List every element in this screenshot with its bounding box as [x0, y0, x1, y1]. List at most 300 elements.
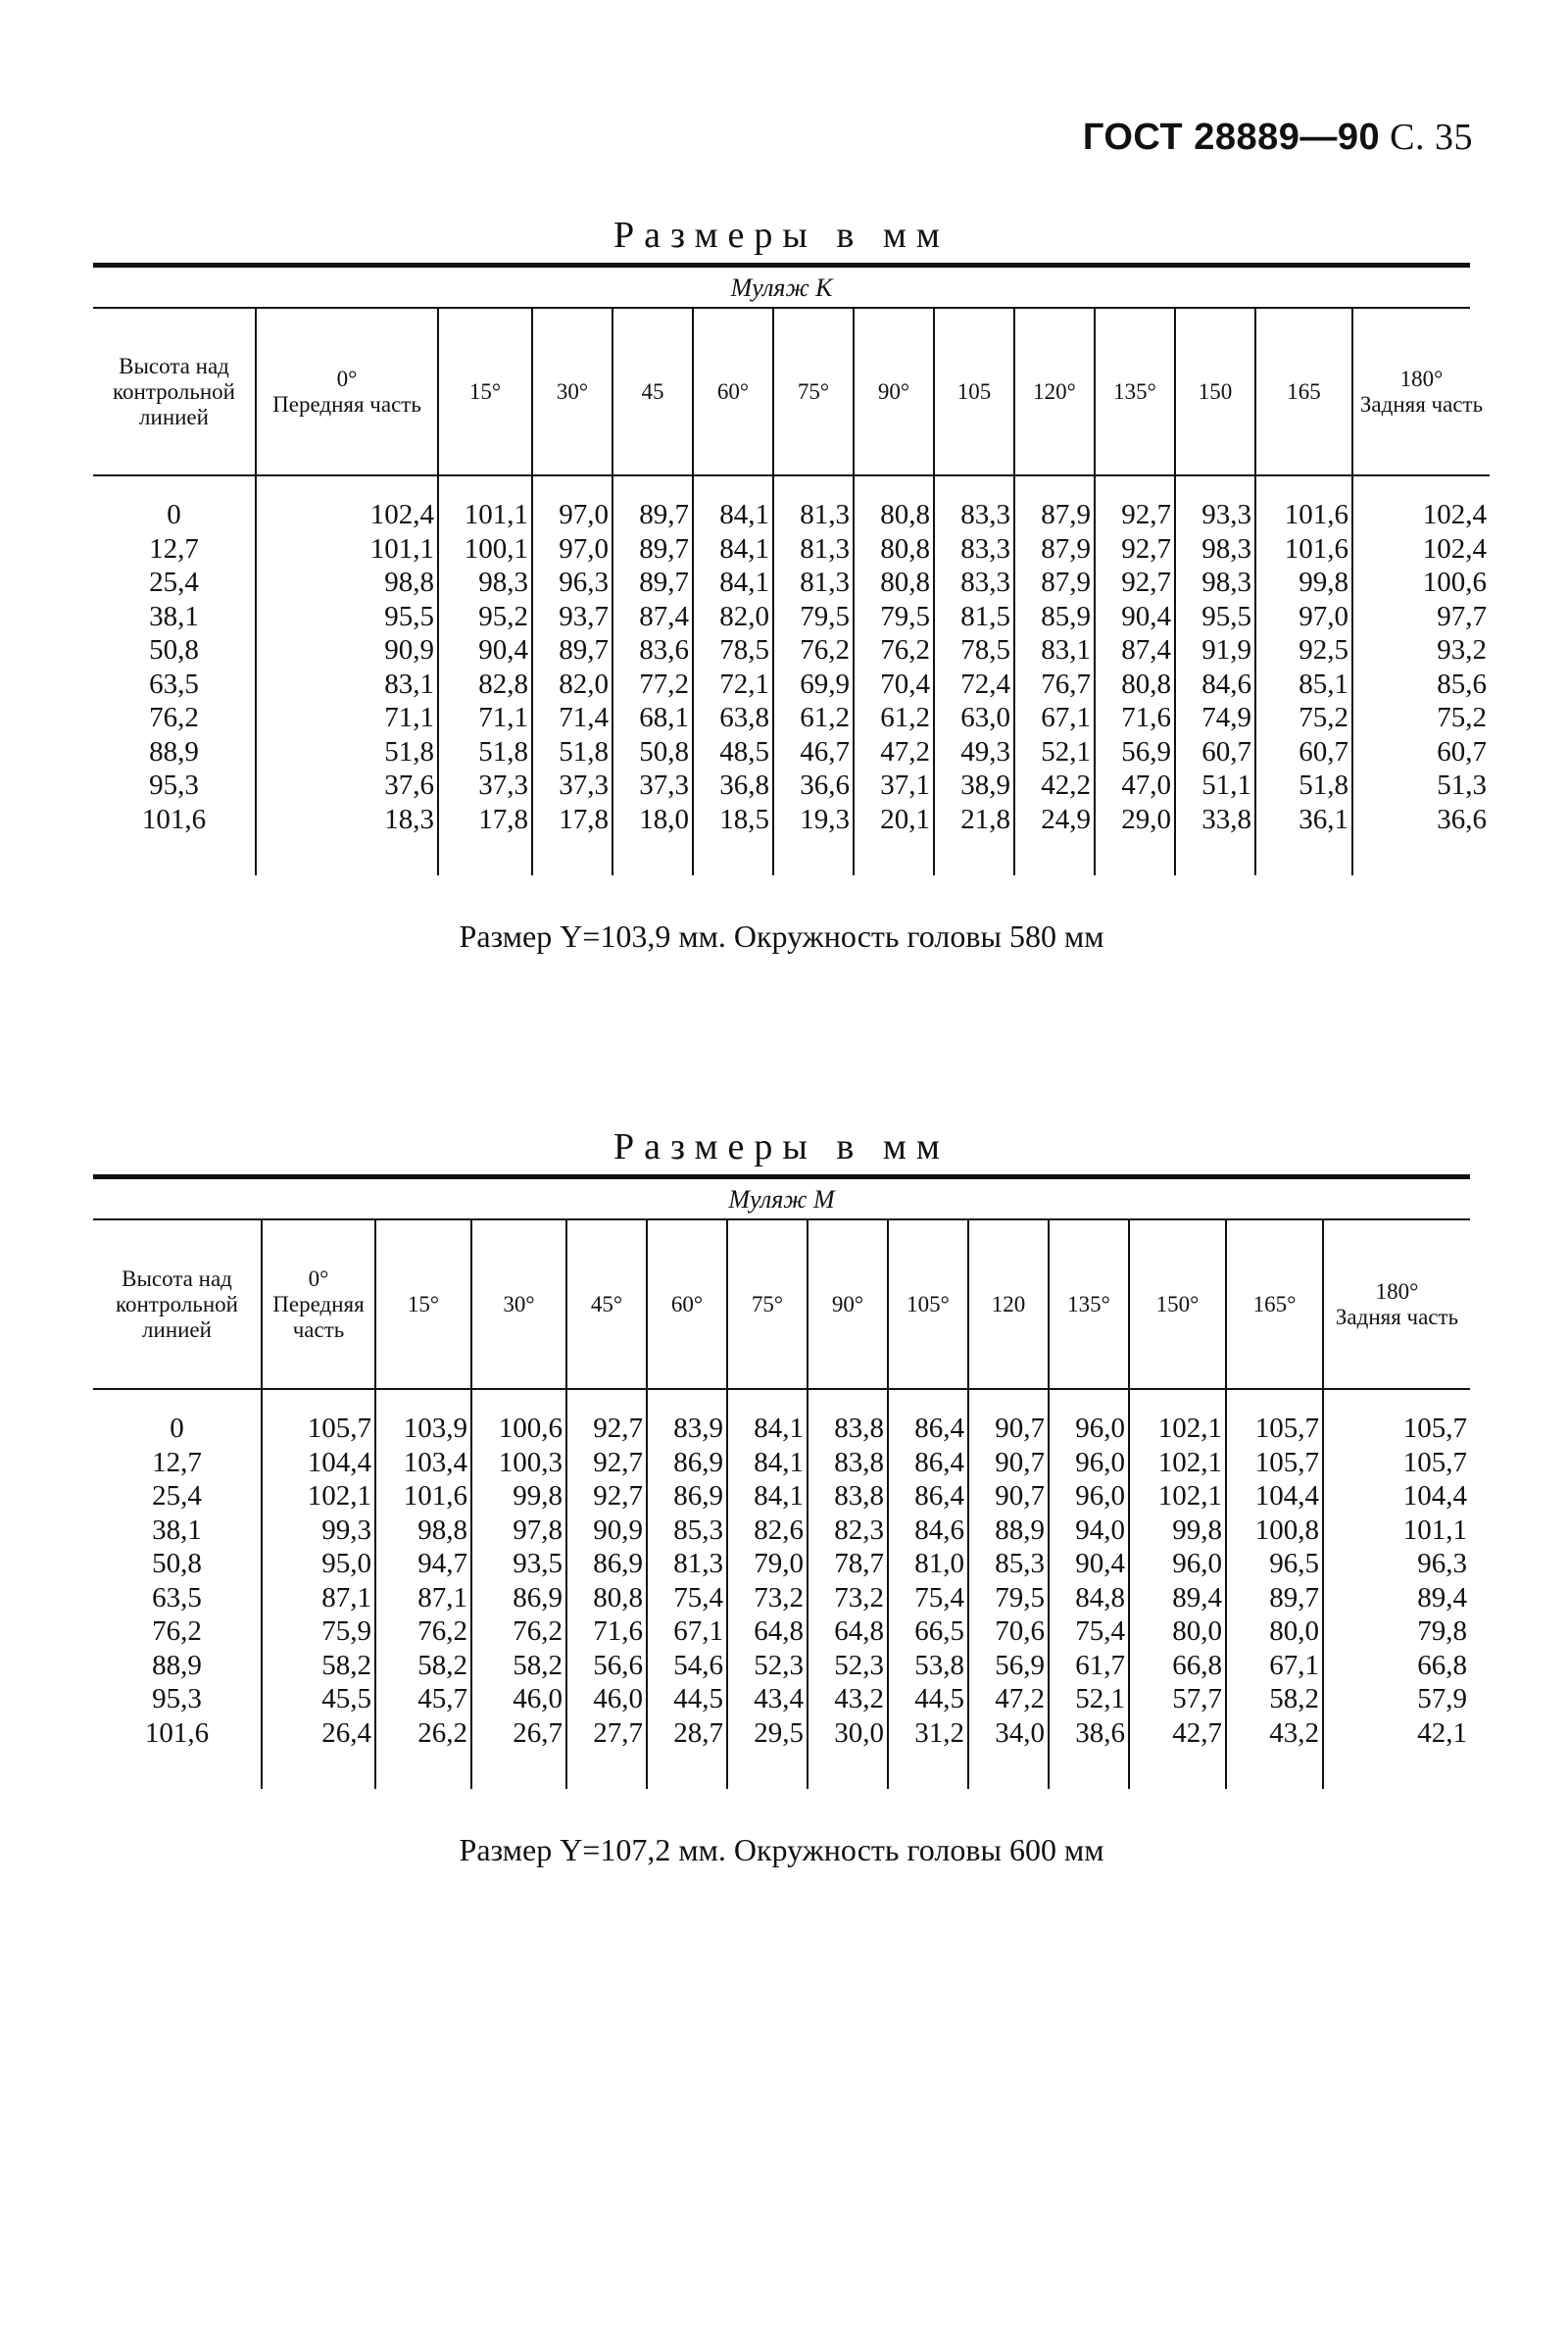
table-row [93, 1581, 1470, 1615]
height-cell: 76,2 [149, 702, 199, 733]
value-cell: 94,0 [1049, 1513, 1129, 1548]
front-angle-label: 0° [308, 1265, 329, 1291]
value-cell: 84,1 [693, 566, 773, 600]
value-cell: 66,5 [888, 1614, 968, 1649]
angle-header: 105° [888, 1220, 968, 1389]
value-cell: 78,5 [934, 633, 1014, 668]
value-cell: 37,1 [854, 769, 934, 803]
value-cell: 51,8 [1255, 769, 1352, 803]
value-cell: 48,5 [693, 735, 773, 769]
value-cell: 52,1 [1014, 735, 1095, 769]
value-cell: 76,2 [773, 633, 854, 668]
value-cell: 86,9 [647, 1479, 727, 1513]
value-cell: 96,0 [1049, 1479, 1129, 1513]
height-column-header: Высота над контрольной линией [93, 309, 256, 475]
table-caption: Размеры в мм [613, 215, 950, 256]
value-cell: 89,7 [532, 633, 612, 668]
value-cell: 58,2 [262, 1649, 375, 1683]
value-cell: 87,9 [1014, 532, 1095, 567]
value-cell: 71,1 [256, 701, 438, 735]
value-cell: 96,0 [1129, 1547, 1226, 1581]
value-cell: 90,4 [1095, 600, 1175, 634]
table-row [93, 1716, 1470, 1790]
value-cell: 92,7 [1095, 475, 1175, 532]
value-cell: 93,2 [1352, 633, 1490, 668]
value-cell: 88,9 [968, 1513, 1049, 1548]
value-cell: 101,6 [375, 1479, 471, 1513]
back-part-label: Задняя часть [1335, 1304, 1459, 1329]
value-cell: 78,7 [808, 1547, 888, 1581]
value-cell: 90,9 [256, 633, 438, 668]
value-cell: 84,1 [727, 1479, 808, 1513]
value-cell: 80,8 [854, 566, 934, 600]
value-cell: 84,6 [1175, 668, 1255, 702]
dimensions-table [93, 309, 1490, 875]
value-cell: 89,7 [612, 475, 693, 532]
value-cell: 89,7 [1226, 1581, 1323, 1615]
value-cell: 58,2 [471, 1649, 566, 1683]
value-cell: 75,2 [1352, 701, 1490, 735]
value-cell: 87,9 [1014, 475, 1095, 532]
value-cell: 43,4 [727, 1682, 808, 1716]
value-cell: 101,6 [1255, 532, 1352, 567]
value-cell: 75,4 [1049, 1614, 1129, 1649]
angle-header: 165° [1226, 1220, 1323, 1389]
value-cell: 36,6 [773, 769, 854, 803]
value-cell: 31,2 [888, 1716, 968, 1790]
value-cell: 38,9 [934, 769, 1014, 803]
value-cell: 21,8 [934, 803, 1014, 876]
value-cell: 70,4 [854, 668, 934, 702]
table-row [93, 668, 1490, 702]
value-cell: 42,2 [1014, 769, 1095, 803]
value-cell: 61,2 [854, 701, 934, 735]
value-cell: 87,4 [612, 600, 693, 634]
value-cell: 17,8 [438, 803, 532, 876]
value-cell: 81,3 [647, 1547, 727, 1581]
value-cell: 102,1 [1129, 1446, 1226, 1480]
angle-header: 165 [1255, 309, 1352, 475]
value-cell: 86,9 [566, 1547, 647, 1581]
value-cell: 81,5 [934, 600, 1014, 634]
value-cell: 96,3 [532, 566, 612, 600]
value-cell: 102,4 [1352, 475, 1490, 532]
value-cell: 52,3 [808, 1649, 888, 1683]
value-cell: 84,1 [693, 475, 773, 532]
height-cell: 101,6 [144, 1716, 210, 1749]
height-cell: 25,4 [149, 567, 199, 598]
value-cell: 24,9 [1014, 803, 1095, 876]
value-cell: 38,6 [1049, 1716, 1129, 1790]
value-cell: 104,4 [262, 1446, 375, 1480]
value-cell: 75,9 [262, 1614, 375, 1649]
value-cell: 95,2 [438, 600, 532, 634]
value-cell: 90,9 [566, 1513, 647, 1548]
value-cell: 97,0 [532, 532, 612, 567]
table-row [93, 1649, 1470, 1683]
value-cell: 26,7 [471, 1716, 566, 1790]
value-cell: 86,4 [888, 1446, 968, 1480]
value-cell: 58,2 [1226, 1682, 1323, 1716]
front-angle-label: 0° [336, 366, 358, 391]
value-cell: 85,1 [1255, 668, 1352, 702]
value-cell: 56,6 [566, 1649, 647, 1683]
table-row [93, 1682, 1470, 1716]
back-angle-label: 180° [1399, 366, 1444, 391]
value-cell: 83,8 [808, 1389, 888, 1446]
value-cell: 82,3 [808, 1513, 888, 1548]
value-cell: 87,1 [375, 1581, 471, 1615]
value-cell: 84,6 [888, 1513, 968, 1548]
angle-header: 60° [693, 309, 773, 475]
value-cell: 44,5 [647, 1682, 727, 1716]
value-cell: 87,4 [1095, 633, 1175, 668]
angle-header: 15° [438, 309, 532, 475]
value-cell: 76,2 [854, 633, 934, 668]
value-cell: 51,1 [1175, 769, 1255, 803]
value-cell: 99,8 [1255, 566, 1352, 600]
value-cell: 83,3 [934, 532, 1014, 567]
table-row [93, 1513, 1470, 1548]
value-cell: 90,4 [1049, 1547, 1129, 1581]
value-cell: 90,7 [968, 1446, 1049, 1480]
value-cell: 98,8 [256, 566, 438, 600]
value-cell: 89,7 [612, 532, 693, 567]
height-cell: 25,4 [152, 1480, 202, 1512]
table-row [93, 1479, 1470, 1513]
value-cell: 50,8 [612, 735, 693, 769]
height-column-header: Высота над контрольной линией [93, 1220, 262, 1389]
value-cell: 46,7 [773, 735, 854, 769]
value-cell: 92,7 [566, 1446, 647, 1480]
value-cell: 92,7 [566, 1479, 647, 1513]
value-cell: 83,1 [1014, 633, 1095, 668]
value-cell: 66,8 [1323, 1649, 1470, 1683]
value-cell: 83,8 [808, 1479, 888, 1513]
front-part-label: Передняя часть [272, 391, 421, 417]
value-cell: 105,7 [1226, 1446, 1323, 1480]
height-cell: 101,6 [141, 803, 207, 835]
model-name: Муляж К [93, 268, 1470, 309]
value-cell: 83,9 [647, 1389, 727, 1446]
value-cell: 86,9 [647, 1446, 727, 1480]
value-cell: 69,9 [773, 668, 854, 702]
table-row [93, 701, 1490, 735]
value-cell: 36,6 [1352, 803, 1490, 876]
value-cell: 83,3 [934, 475, 1014, 532]
table-body [93, 475, 1490, 875]
value-cell: 42,1 [1323, 1716, 1470, 1790]
page-header [1083, 116, 1473, 159]
value-cell: 81,0 [888, 1547, 968, 1581]
value-cell: 56,9 [968, 1649, 1049, 1683]
value-cell: 100,3 [471, 1446, 566, 1480]
value-cell: 60,7 [1255, 735, 1352, 769]
value-cell: 71,1 [438, 701, 532, 735]
value-cell: 90,7 [968, 1389, 1049, 1446]
value-cell: 80,0 [1129, 1614, 1226, 1649]
angle-header: 150° [1129, 1220, 1226, 1389]
value-cell: 80,8 [854, 475, 934, 532]
value-cell: 52,3 [727, 1649, 808, 1683]
value-cell: 36,1 [1255, 803, 1352, 876]
front-part-label: Передняя часть [272, 1291, 365, 1342]
value-cell: 45,5 [262, 1682, 375, 1716]
value-cell: 93,5 [471, 1547, 566, 1581]
value-cell: 93,3 [1175, 475, 1255, 532]
angle-header: 60° [647, 1220, 727, 1389]
value-cell: 102,1 [1129, 1479, 1226, 1513]
value-cell: 100,6 [471, 1389, 566, 1446]
value-cell: 90,7 [968, 1479, 1049, 1513]
value-cell: 74,9 [1175, 701, 1255, 735]
value-cell: 18,5 [693, 803, 773, 876]
value-cell: 82,6 [727, 1513, 808, 1548]
value-cell: 83,6 [612, 633, 693, 668]
value-cell: 92,7 [1095, 566, 1175, 600]
value-cell: 63,0 [934, 701, 1014, 735]
value-cell: 44,5 [888, 1682, 968, 1716]
value-cell: 105,7 [1226, 1389, 1323, 1446]
value-cell: 17,8 [532, 803, 612, 876]
back-column-header [1323, 1220, 1470, 1389]
value-cell: 37,3 [532, 769, 612, 803]
table-caption: Размеры в мм [613, 1126, 950, 1167]
angle-header: 30° [532, 309, 612, 475]
value-cell: 29,0 [1095, 803, 1175, 876]
value-cell: 52,1 [1049, 1682, 1129, 1716]
height-cell: 0 [167, 499, 181, 530]
value-cell: 82,8 [438, 668, 532, 702]
height-cell: 50,8 [149, 634, 199, 666]
value-cell: 51,8 [532, 735, 612, 769]
value-cell: 42,7 [1129, 1716, 1226, 1790]
value-cell: 77,2 [612, 668, 693, 702]
value-cell: 102,4 [256, 475, 438, 532]
value-cell: 75,4 [888, 1581, 968, 1615]
value-cell: 103,9 [375, 1389, 471, 1446]
height-cell: 63,5 [152, 1581, 202, 1613]
value-cell: 89,4 [1129, 1581, 1226, 1615]
value-cell: 51,8 [256, 735, 438, 769]
height-cell: 0 [170, 1413, 184, 1444]
height-cell: 38,1 [152, 1513, 202, 1546]
value-cell: 37,3 [438, 769, 532, 803]
value-cell: 81,3 [773, 532, 854, 567]
value-cell: 18,0 [612, 803, 693, 876]
value-cell: 72,1 [693, 668, 773, 702]
height-cell: 76,2 [152, 1615, 202, 1647]
value-cell: 76,7 [1014, 668, 1095, 702]
value-cell: 36,8 [693, 769, 773, 803]
value-cell: 85,6 [1352, 668, 1490, 702]
angle-header: 105 [934, 309, 1014, 475]
value-cell: 83,8 [808, 1446, 888, 1480]
value-cell: 83,1 [256, 668, 438, 702]
value-cell: 71,6 [566, 1614, 647, 1649]
angle-header: 75° [773, 309, 854, 475]
value-cell: 57,7 [1129, 1682, 1226, 1716]
value-cell: 46,0 [566, 1682, 647, 1716]
height-cell: 12,7 [149, 532, 199, 565]
value-cell: 84,8 [1049, 1581, 1129, 1615]
value-cell: 66,8 [1129, 1649, 1226, 1683]
value-cell: 79,5 [968, 1581, 1049, 1615]
value-cell: 96,0 [1049, 1389, 1129, 1446]
value-cell: 101,1 [256, 532, 438, 567]
value-cell: 75,4 [647, 1581, 727, 1615]
value-cell: 100,1 [438, 532, 532, 567]
table-row [93, 1547, 1470, 1581]
value-cell: 67,1 [1014, 701, 1095, 735]
value-cell: 73,2 [808, 1581, 888, 1615]
value-cell: 100,8 [1226, 1513, 1323, 1548]
value-cell: 99,8 [1129, 1513, 1226, 1548]
value-cell: 27,7 [566, 1716, 647, 1790]
value-cell: 64,8 [727, 1614, 808, 1649]
value-cell: 97,0 [1255, 600, 1352, 634]
angle-header: 75° [727, 1220, 808, 1389]
value-cell: 93,7 [532, 600, 612, 634]
value-cell: 51,8 [438, 735, 532, 769]
value-cell: 98,3 [1175, 532, 1255, 567]
value-cell: 86,4 [888, 1479, 968, 1513]
value-cell: 81,3 [773, 475, 854, 532]
value-cell: 60,7 [1175, 735, 1255, 769]
table-body [93, 1389, 1470, 1789]
value-cell: 75,2 [1255, 701, 1352, 735]
value-cell: 79,8 [1323, 1614, 1470, 1649]
angle-header: 45 [612, 309, 693, 475]
value-cell: 70,6 [968, 1614, 1049, 1649]
value-cell: 94,7 [375, 1547, 471, 1581]
value-cell: 18,3 [256, 803, 438, 876]
value-cell: 60,7 [1352, 735, 1490, 769]
value-cell: 101,1 [438, 475, 532, 532]
table-footnote: Размер Y=107,2 мм. Окружность головы 600 мм [459, 1832, 1104, 1867]
back-angle-label: 180° [1375, 1278, 1419, 1304]
table-footnote: Размер Y=103,9 мм. Окружность головы 580 мм [459, 918, 1104, 954]
value-cell: 71,4 [532, 701, 612, 735]
value-cell: 80,8 [566, 1581, 647, 1615]
value-cell: 90,4 [438, 633, 532, 668]
value-cell: 105,7 [1323, 1389, 1470, 1446]
value-cell: 100,6 [1352, 566, 1490, 600]
value-cell: 73,2 [727, 1581, 808, 1615]
value-cell: 79,0 [727, 1547, 808, 1581]
value-cell: 72,4 [934, 668, 1014, 702]
angle-header: 135° [1095, 309, 1175, 475]
angle-header: 30° [471, 1220, 566, 1389]
value-cell: 98,8 [375, 1513, 471, 1548]
value-cell: 89,4 [1323, 1581, 1470, 1615]
value-cell: 101,1 [1323, 1513, 1470, 1548]
standard-number: ГОСТ 28889—90 [1082, 117, 1381, 158]
height-cell: 38,1 [149, 600, 199, 632]
height-cell: 95,3 [149, 769, 199, 801]
value-cell: 87,9 [1014, 566, 1095, 600]
value-cell: 68,1 [612, 701, 693, 735]
value-cell: 71,6 [1095, 701, 1175, 735]
value-cell: 85,3 [647, 1513, 727, 1548]
value-cell: 43,2 [1226, 1716, 1323, 1790]
table-block-model-k [93, 214, 1487, 955]
page-number: С. 35 [1390, 117, 1473, 158]
value-cell: 92,7 [1095, 532, 1175, 567]
value-cell: 19,3 [773, 803, 854, 876]
value-cell: 104,4 [1226, 1479, 1323, 1513]
angle-header: 90° [854, 309, 934, 475]
value-cell: 84,1 [727, 1446, 808, 1480]
table-row [93, 600, 1490, 634]
value-cell: 92,5 [1255, 633, 1352, 668]
header-row [93, 309, 1490, 475]
value-cell: 81,3 [773, 566, 854, 600]
height-cell: 50,8 [152, 1548, 202, 1579]
value-cell: 28,7 [647, 1716, 727, 1790]
value-cell: 82,0 [693, 600, 773, 634]
value-cell: 97,8 [471, 1513, 566, 1548]
front-column-header [256, 309, 438, 475]
model-name: Муляж М [93, 1179, 1470, 1220]
angle-header: 135° [1049, 1220, 1129, 1389]
height-cell: 95,3 [152, 1683, 202, 1714]
header-row [93, 1220, 1470, 1389]
value-cell: 30,0 [808, 1716, 888, 1790]
value-cell: 91,9 [1175, 633, 1255, 668]
value-cell: 86,9 [471, 1581, 566, 1615]
value-cell: 76,2 [471, 1614, 566, 1649]
value-cell: 47,2 [854, 735, 934, 769]
value-cell: 83,3 [934, 566, 1014, 600]
value-cell: 99,3 [262, 1513, 375, 1548]
value-cell: 104,4 [1323, 1479, 1470, 1513]
value-cell: 20,1 [854, 803, 934, 876]
value-cell: 76,2 [375, 1614, 471, 1649]
value-cell: 97,7 [1352, 600, 1490, 634]
value-cell: 61,2 [773, 701, 854, 735]
value-cell: 96,0 [1049, 1446, 1129, 1480]
value-cell: 80,0 [1226, 1614, 1323, 1649]
value-cell: 102,1 [262, 1479, 375, 1513]
value-cell: 98,3 [438, 566, 532, 600]
table-row [93, 475, 1490, 532]
value-cell: 45,7 [375, 1682, 471, 1716]
value-cell: 51,3 [1352, 769, 1490, 803]
value-cell: 82,0 [532, 668, 612, 702]
value-cell: 56,9 [1095, 735, 1175, 769]
angle-header: 90° [808, 1220, 888, 1389]
height-cell: 12,7 [152, 1446, 202, 1478]
table-block-model-m [93, 1125, 1470, 1868]
angle-header: 15° [375, 1220, 471, 1389]
back-part-label: Задняя часть [1359, 391, 1484, 417]
value-cell: 63,8 [693, 701, 773, 735]
value-cell: 80,8 [1095, 668, 1175, 702]
value-cell: 87,1 [262, 1581, 375, 1615]
value-cell: 102,1 [1129, 1389, 1226, 1446]
value-cell: 80,8 [854, 532, 934, 567]
value-cell: 47,0 [1095, 769, 1175, 803]
value-cell: 85,3 [968, 1547, 1049, 1581]
angle-header: 45° [566, 1220, 647, 1389]
angle-header: 120 [968, 1220, 1049, 1389]
table-row [93, 1389, 1470, 1446]
value-cell: 78,5 [693, 633, 773, 668]
table-row [93, 1446, 1470, 1480]
value-cell: 58,2 [375, 1649, 471, 1683]
value-cell: 99,8 [471, 1479, 566, 1513]
